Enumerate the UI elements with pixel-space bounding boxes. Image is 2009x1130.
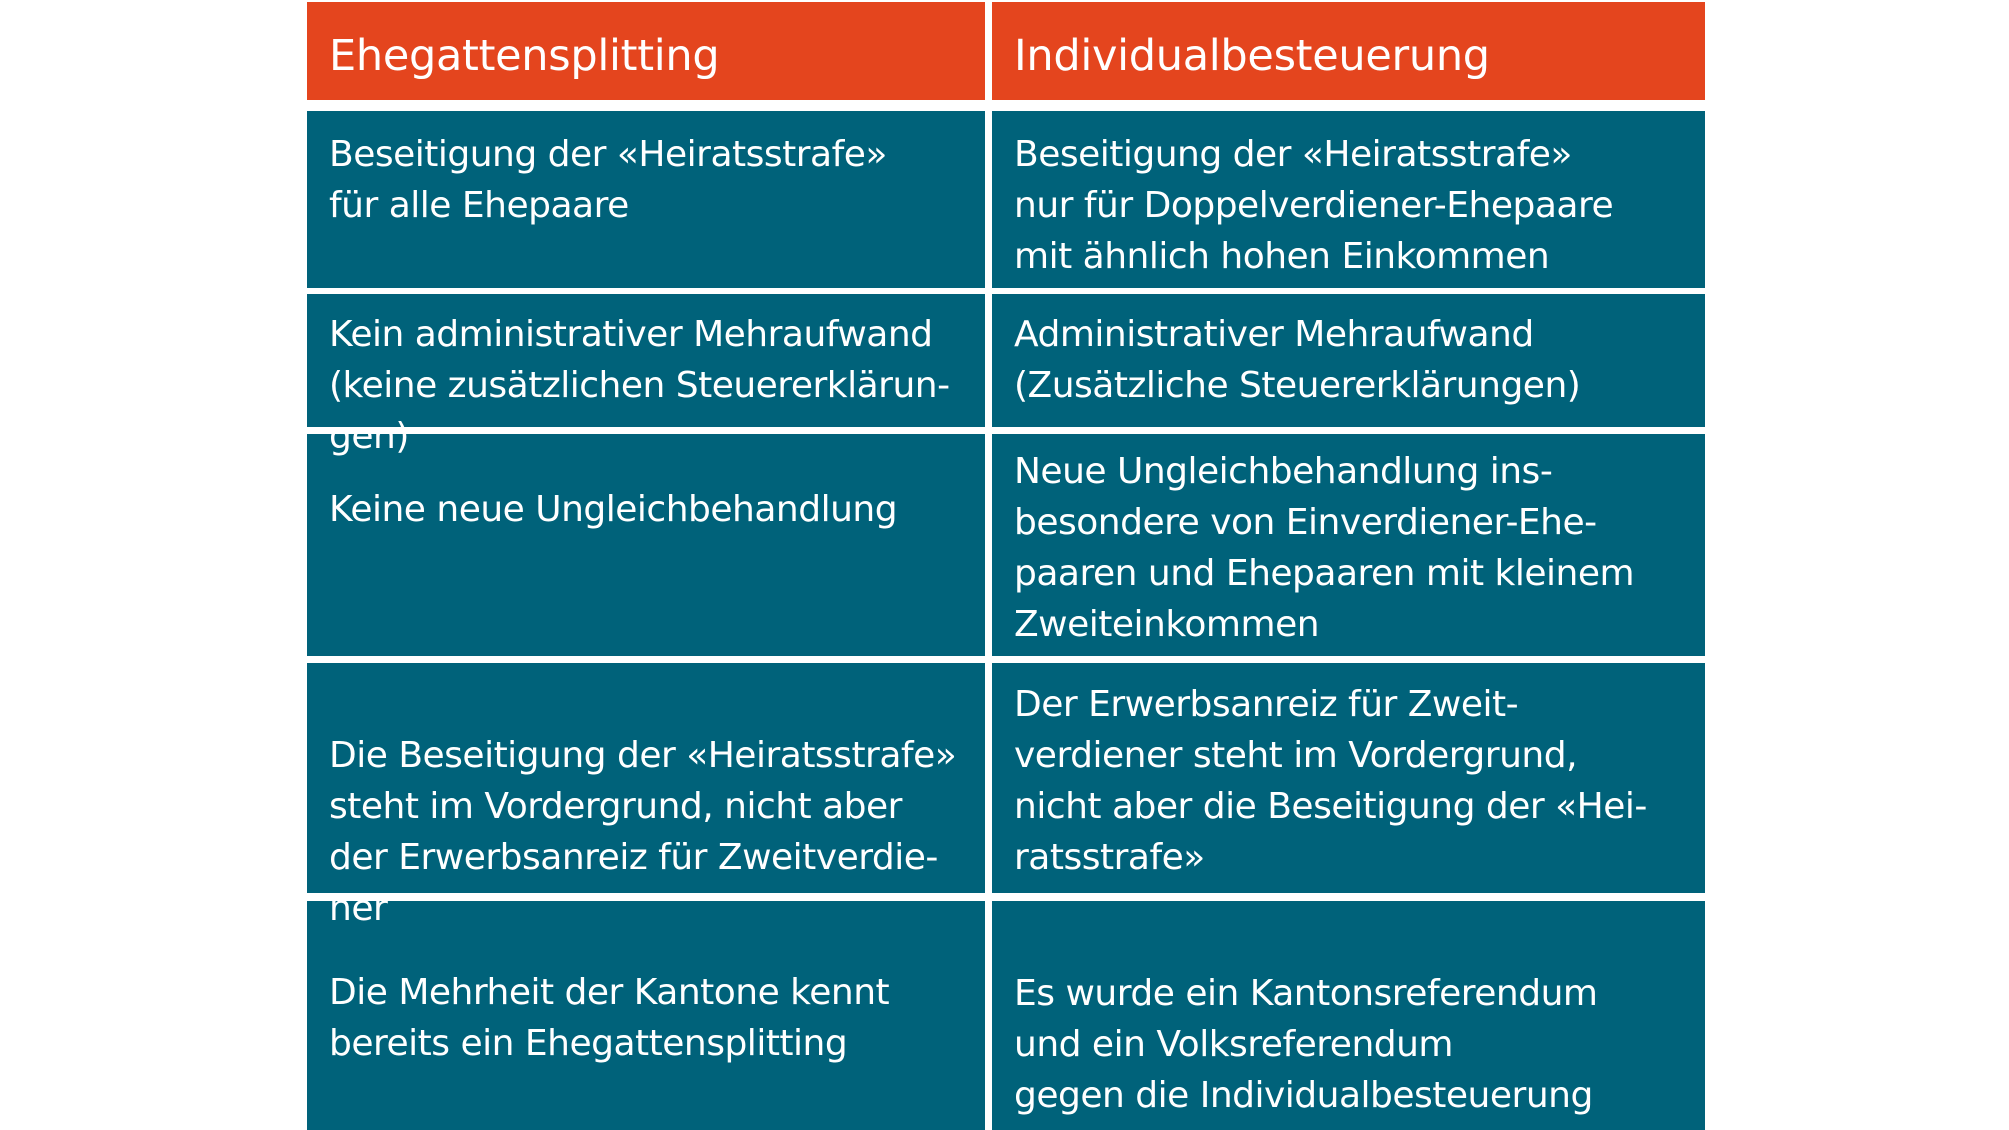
- header-individualbesteuerung: [992, 2, 1705, 100]
- cell-text: Kein administrativer Mehraufwand (keine zusätzlichen Steuererklärun- gen): [329, 314, 950, 457]
- cell-text: Administrativer Mehraufwand (Zusätzliche Steuererklärungen): [1014, 314, 1581, 406]
- cell-text: Neue Ungleichbehandlung ins- besondere von Einverdiener-Ehe- paaren und Ehepaaren mit kleinem Zweiteinkommen: [1014, 451, 1635, 645]
- table-cell-right: [992, 663, 1705, 893]
- table-cell-left: [307, 434, 985, 656]
- header-ehegattensplitting: [307, 2, 985, 100]
- cell-text: Beseitigung der «Heiratsstrafe» für alle Ehepaare: [329, 134, 887, 226]
- header-right-label: Individualbesteuerung: [1014, 31, 1490, 81]
- cell-text: Der Erwerbsanreiz für Zweit- verdiener steht im Vordergrund, nicht aber die Beseitigung der «Hei- ratsstrafe»: [1014, 684, 1647, 878]
- header-left-label: Ehegattensplitting: [329, 31, 720, 81]
- table-cell-right: [992, 901, 1705, 1130]
- cell-text: Die Beseitigung der «Heiratsstrafe» steht im Vordergrund, nicht aber der Erwerbsanreiz für Zweitverdie- ner: [329, 735, 957, 929]
- table-cell-left: [307, 294, 985, 457]
- cell-text: Keine neue Ungleichbehandlung: [329, 489, 898, 530]
- table-cell-left: [307, 663, 985, 929]
- table-cell-left: [307, 901, 985, 1130]
- cell-text: Beseitigung der «Heiratsstrafe» nur für Doppelverdiener-Ehepaare mit ähnlich hohen Einkommen: [1014, 134, 1614, 277]
- cell-text: Es wurde ein Kantonsreferendum und ein Volksreferendum gegen die Individualbesteuerung: [1014, 973, 1598, 1116]
- table-cell-right: [992, 111, 1705, 288]
- table-cell-right: [992, 294, 1705, 427]
- cell-text: Die Mehrheit der Kantone kennt bereits ein Ehegattensplitting: [329, 972, 890, 1064]
- table-cell-right: [992, 434, 1705, 656]
- table-cell-left: [307, 111, 985, 288]
